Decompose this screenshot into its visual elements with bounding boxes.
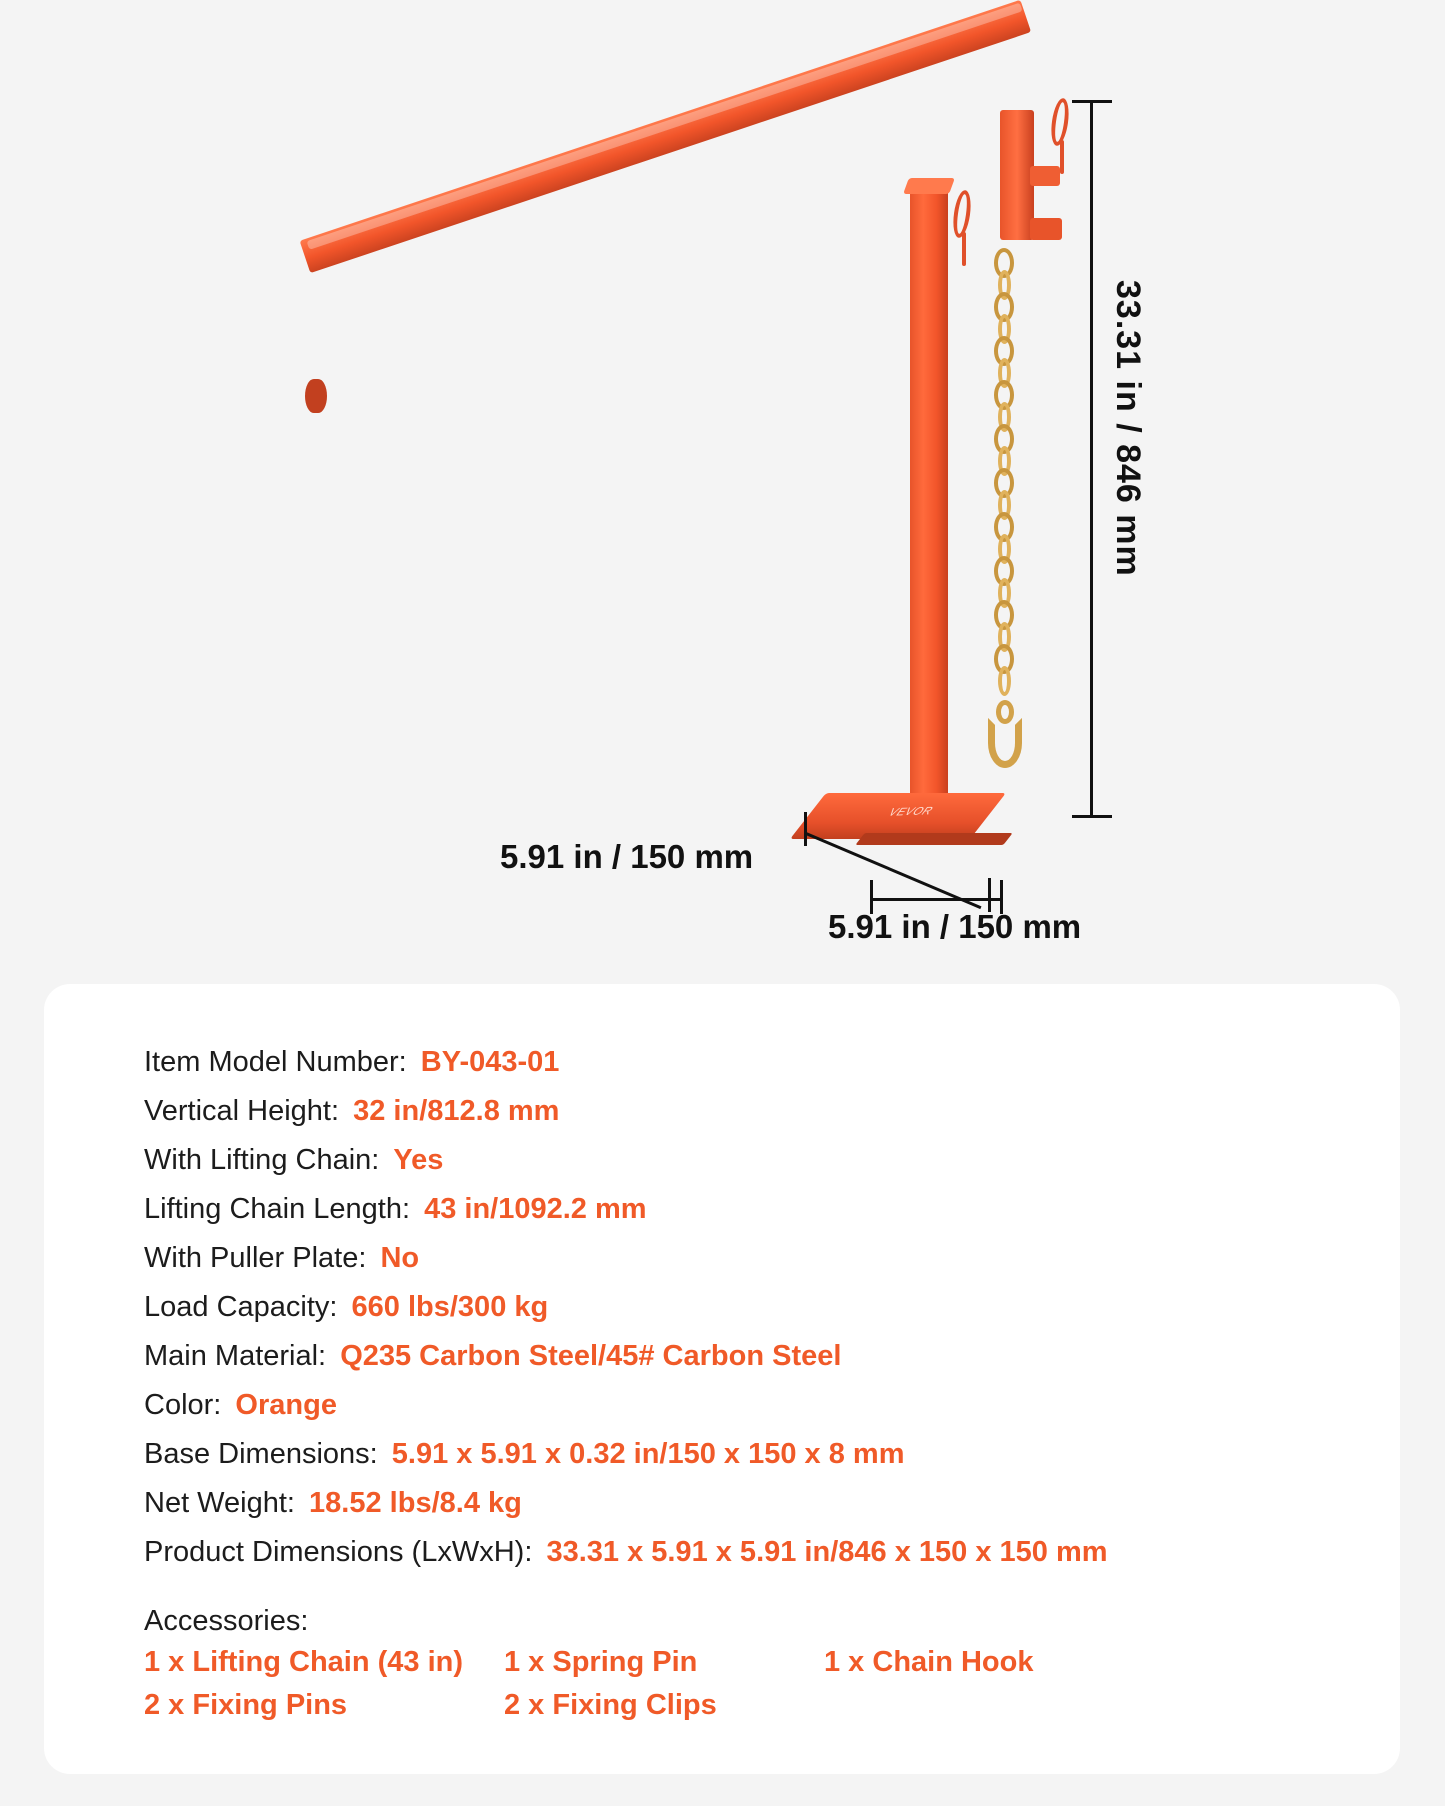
spec-row xyxy=(144,1479,1400,1528)
base-width-dimension-cap-left xyxy=(804,812,807,846)
base-depth-dimension-label: 5.91 in / 150 mm xyxy=(828,908,1082,945)
spec-label: Product Dimensions (LxWxH): xyxy=(144,1536,533,1568)
spec-value: Yes xyxy=(393,1144,444,1176)
specification-card xyxy=(44,984,1400,1774)
spec-value: 43 in/1092.2 mm xyxy=(424,1193,647,1225)
spec-value: 5.91 x 5.91 x 0.32 in/150 x 150 x 8 mm xyxy=(391,1438,905,1470)
spec-label: Main Material: xyxy=(144,1340,327,1372)
spec-value: 660 lbs/300 kg xyxy=(351,1291,549,1323)
spec-row xyxy=(144,1136,1400,1185)
puller-post xyxy=(910,185,948,805)
fixing-pin-stem-lower xyxy=(962,232,966,266)
spec-value: 32 in/812.8 mm xyxy=(353,1095,560,1127)
accessories-list xyxy=(44,1646,1400,1722)
spec-value: BY-043-01 xyxy=(420,1046,560,1078)
vertical-dimension-label: 33.31 in / 846 mm xyxy=(1109,280,1147,577)
spec-value: Q235 Carbon Steel/45# Carbon Steel xyxy=(340,1340,842,1372)
spec-label: Net Weight: xyxy=(144,1487,295,1519)
spec-label: Vertical Height: xyxy=(144,1095,340,1127)
base-width-dimension-cap-right xyxy=(988,878,991,912)
spec-label: Color: xyxy=(144,1389,222,1421)
vertical-dimension-cap-bottom xyxy=(1072,815,1112,818)
spec-label: Load Capacity: xyxy=(144,1291,338,1323)
spec-value: 18.52 lbs/8.4 kg xyxy=(309,1487,522,1519)
puller-post-cap xyxy=(903,178,955,194)
spec-row xyxy=(144,1185,1400,1234)
puller-arm-end-cap xyxy=(305,379,327,413)
chain-hook-icon xyxy=(988,718,1022,768)
spec-row xyxy=(144,1332,1400,1381)
base-width-dimension-label: 5.91 in / 150 mm xyxy=(500,838,754,875)
spec-label: Item Model Number: xyxy=(144,1046,407,1078)
spec-label: Base Dimensions: xyxy=(144,1438,378,1470)
accessories-title: Accessories: xyxy=(144,1605,309,1637)
specification-list xyxy=(44,1038,1400,1577)
puller-collar xyxy=(1000,110,1034,240)
spec-row xyxy=(144,1234,1400,1283)
spec-row xyxy=(144,1381,1400,1430)
accessory-item xyxy=(824,1689,1400,1722)
spec-value: Orange xyxy=(235,1389,337,1421)
spec-value: 33.31 x 5.91 x 5.91 in/846 x 150 x 150 mm xyxy=(546,1536,1108,1568)
accessory-item: 2 x Fixing Pins xyxy=(144,1689,348,1721)
vertical-dimension-line xyxy=(1090,100,1093,818)
fixing-pin-stem-upper xyxy=(1060,140,1064,174)
accessory-item: 1 x Chain Hook xyxy=(824,1646,1034,1678)
spec-label: Lifting Chain Length: xyxy=(144,1193,411,1225)
spec-row xyxy=(144,1430,1400,1479)
vertical-dimension-cap-top xyxy=(1072,100,1112,103)
spec-row xyxy=(144,1283,1400,1332)
lifting-chain xyxy=(986,248,1046,748)
base-plate-edge xyxy=(855,833,1012,845)
spec-label: With Puller Plate: xyxy=(144,1242,367,1274)
spec-row xyxy=(144,1528,1400,1577)
spec-label: With Lifting Chain: xyxy=(144,1144,380,1176)
base-depth-dimension-line xyxy=(872,898,1002,901)
spec-row xyxy=(144,1087,1400,1136)
accessory-item: 2 x Fixing Clips xyxy=(504,1689,717,1721)
puller-collar-tab-upper xyxy=(1030,166,1060,186)
accessory-item: 1 x Lifting Chain (43 in) xyxy=(144,1646,464,1678)
puller-collar-tab-lower xyxy=(1030,218,1062,240)
spec-value: No xyxy=(380,1242,420,1274)
accessory-item: 1 x Spring Pin xyxy=(504,1646,698,1678)
brand-logo: VEVOR xyxy=(884,805,937,819)
spec-row xyxy=(144,1038,1400,1087)
